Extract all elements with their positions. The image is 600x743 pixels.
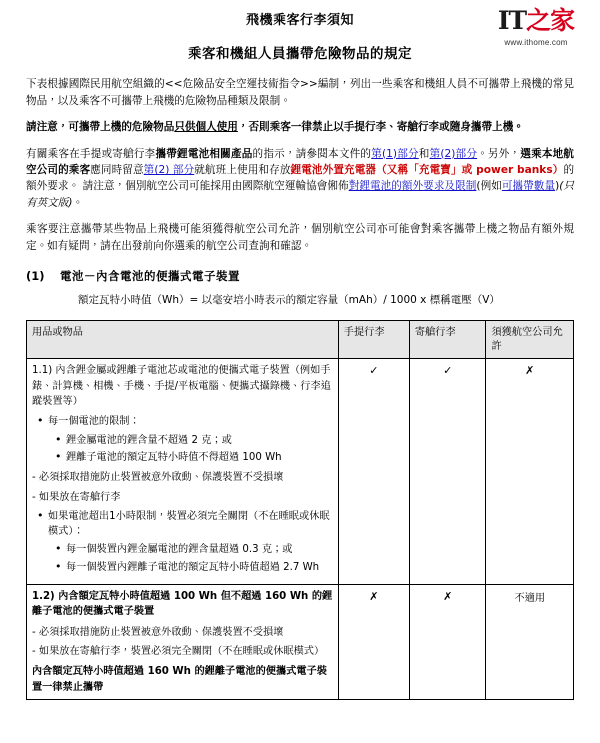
row-1-bullets-2 xyxy=(32,509,333,575)
list-item: • 鋰金屬電池的鋰含量不超過 2 克；或 xyxy=(66,433,333,448)
row-1-sub-bullets-2 xyxy=(48,542,333,575)
intro-paragraph: 下表根據國際民用航空組織的<<危險品安全空運技術指令>>編制，列出一些乘客和機組人員不可攜帶上飛機的常見物品，以及乘客不可攜帶上飛機的危險物品種類及限制。 xyxy=(26,78,574,107)
bg-p: 。 xyxy=(72,196,84,209)
row-1-bullets xyxy=(32,414,333,465)
row-1-b2: 如果電池超出1小時限制，裝置必須完全關閉（不在睡眠或休眠模式）： xyxy=(48,510,330,538)
link-extra-requirements[interactable]: 對鋰電池的額外要求及限制 xyxy=(348,180,477,193)
link-part-2[interactable]: 第(2)部分 xyxy=(429,147,478,160)
bg-c: 的指示，請參閱本文件的 xyxy=(252,147,372,160)
notice-paragraph xyxy=(26,119,574,135)
notice-post: ，否則乘客一律禁止以手提行李、寄艙行李或隨身攜帶上機。 xyxy=(237,121,524,134)
bg-and: 和 xyxy=(418,147,430,160)
section-number: (1) xyxy=(26,269,45,284)
bg-j: 的額外要求。 請注意，個別航空公司可能採用由國際航空運輸協會俰佈 xyxy=(26,164,575,193)
bg-l: (例如 xyxy=(476,180,502,193)
row-2-approval-mark: 不適用 xyxy=(486,585,574,700)
airline-note-paragraph: 乘客要注意攜帶某些物品上飛機可能須獲得航空公司允許，個別航空公司亦可能會對乘客攜帶上機之物品有額外規定。如有疑問，請在出發前向你選乘的航空公司查詢和確認。 xyxy=(26,223,574,252)
row-1-hold-mark: ✓ xyxy=(409,359,486,585)
bg-i: （又稱「充電寶」或 power banks） xyxy=(376,164,564,177)
link-part-1[interactable]: 第(1)部分 xyxy=(371,147,419,160)
notice-mid: ，可攜帶上機的危險物品 xyxy=(57,121,175,134)
row-1-lead: 1.1) 內含鋰金屬或鋰離子電池芯或電池的便攜式電子裝置（例如手錶、計算機、相機、手機、手提/平板電腦、便攜式攝錄機、行李追蹤裝置等） xyxy=(32,365,331,408)
row-1-approval-mark: ✗ xyxy=(486,359,574,585)
link-quantity[interactable]: 可攜帶數量 xyxy=(501,180,556,193)
site-logo xyxy=(490,8,582,49)
logo-mark-left: IT xyxy=(497,6,527,35)
row-2-hold-mark: ✗ xyxy=(409,585,486,700)
watt-hour-formula: 額定瓦特小時值（Wh）= 以毫安培小時表示的額定容量（mAh）/ 1000 x 標稱電壓（V） xyxy=(78,293,500,306)
logo-url: www.ithome.com xyxy=(504,38,568,47)
row-2-item xyxy=(27,585,339,700)
row-1-dash-1: - 必須採取措施防止裝置被意外啟動、保護裝置不受損壞 xyxy=(32,472,284,484)
bg-d: 。另外， xyxy=(477,147,521,160)
bg-g: 就航班上使用和存放 xyxy=(194,164,291,177)
row-1-hand-mark: ✓ xyxy=(338,359,409,585)
battery-guidance-paragraph xyxy=(26,146,574,212)
list-item: • 每一個裝置內鋰金屬電池的鋰含量超過 0.3 克；或 xyxy=(66,542,333,557)
row-1-dash-2: - 如果放在寄艙行李 xyxy=(32,491,121,503)
header-airline-approval: 須獲航空公司允許 xyxy=(486,320,574,359)
bg-n: ) xyxy=(555,180,560,193)
header-item: 用品或物品 xyxy=(27,320,339,359)
bg-b: 攜帶鋰電池相關產品 xyxy=(155,147,253,160)
page-title: 飛機乘客行李須知 xyxy=(245,13,354,28)
row-1-b1: 每一個電池的限制： xyxy=(48,416,140,428)
table-row xyxy=(27,359,574,585)
row-1-item xyxy=(27,359,339,585)
page-subtitle: 乘客和機組人員攜帶危險物品的規定 xyxy=(188,45,412,62)
row-2-dash-2: - 如果放在寄艙行李，裝置必須完全關閉（不在睡眠或休眠模式） xyxy=(32,645,325,657)
bg-e: 選乘本地航空公司的乘客 xyxy=(26,147,575,177)
list-item: • 每一個裝置內鋰離子電池的額定瓦特小時值超過 2.7 Wh xyxy=(66,560,333,575)
table-row xyxy=(27,585,574,700)
link-part-2b[interactable]: 第(2) 部分 xyxy=(143,164,195,177)
row-2-lead: 1.2) 內含額定瓦特小時值超過 100 Wh 但不超過 160 Wh 的鋰離子電池的便攜式電子裝置 xyxy=(32,591,333,618)
section-heading xyxy=(26,268,574,285)
header-hold-baggage: 寄艙行李 xyxy=(409,320,486,359)
row-1-sub-bullets xyxy=(48,433,333,466)
dangerous-goods-table xyxy=(26,320,574,700)
section-label: 電池－內含電池的便攜式電子裝置 xyxy=(60,269,240,284)
bg-o: (只有英文版) xyxy=(26,180,575,209)
list-item xyxy=(48,509,333,575)
header-hand-baggage: 手提行李 xyxy=(338,320,409,359)
bg-f: 應同時留意 xyxy=(90,164,144,177)
list-item: • 鋰離子電池的額定瓦特小時值不得超過 100 Wh xyxy=(66,450,333,465)
notice-underline: 只供個人使用 xyxy=(174,121,238,134)
table-header-row xyxy=(27,320,574,359)
bg-a: 有關乘客在手提或寄艙行李 xyxy=(26,147,156,160)
bg-h: 鋰電池外置充電器 xyxy=(290,164,377,177)
logo-mark xyxy=(490,8,582,33)
row-2-hand-mark: ✗ xyxy=(338,585,409,700)
logo-mark-right: 之家 xyxy=(526,6,575,35)
list-item xyxy=(48,414,333,465)
row-2-tail: 內含額定瓦特小時值超過 160 Wh 的鋰離子電池的便攜式電子裝置一律禁止攜帶 xyxy=(32,666,327,693)
notice-lead: 請注意 xyxy=(26,121,58,134)
row-2-dash-1: - 必須採取措施防止裝置被意外啟動、保護裝置不受損壞 xyxy=(32,626,284,638)
